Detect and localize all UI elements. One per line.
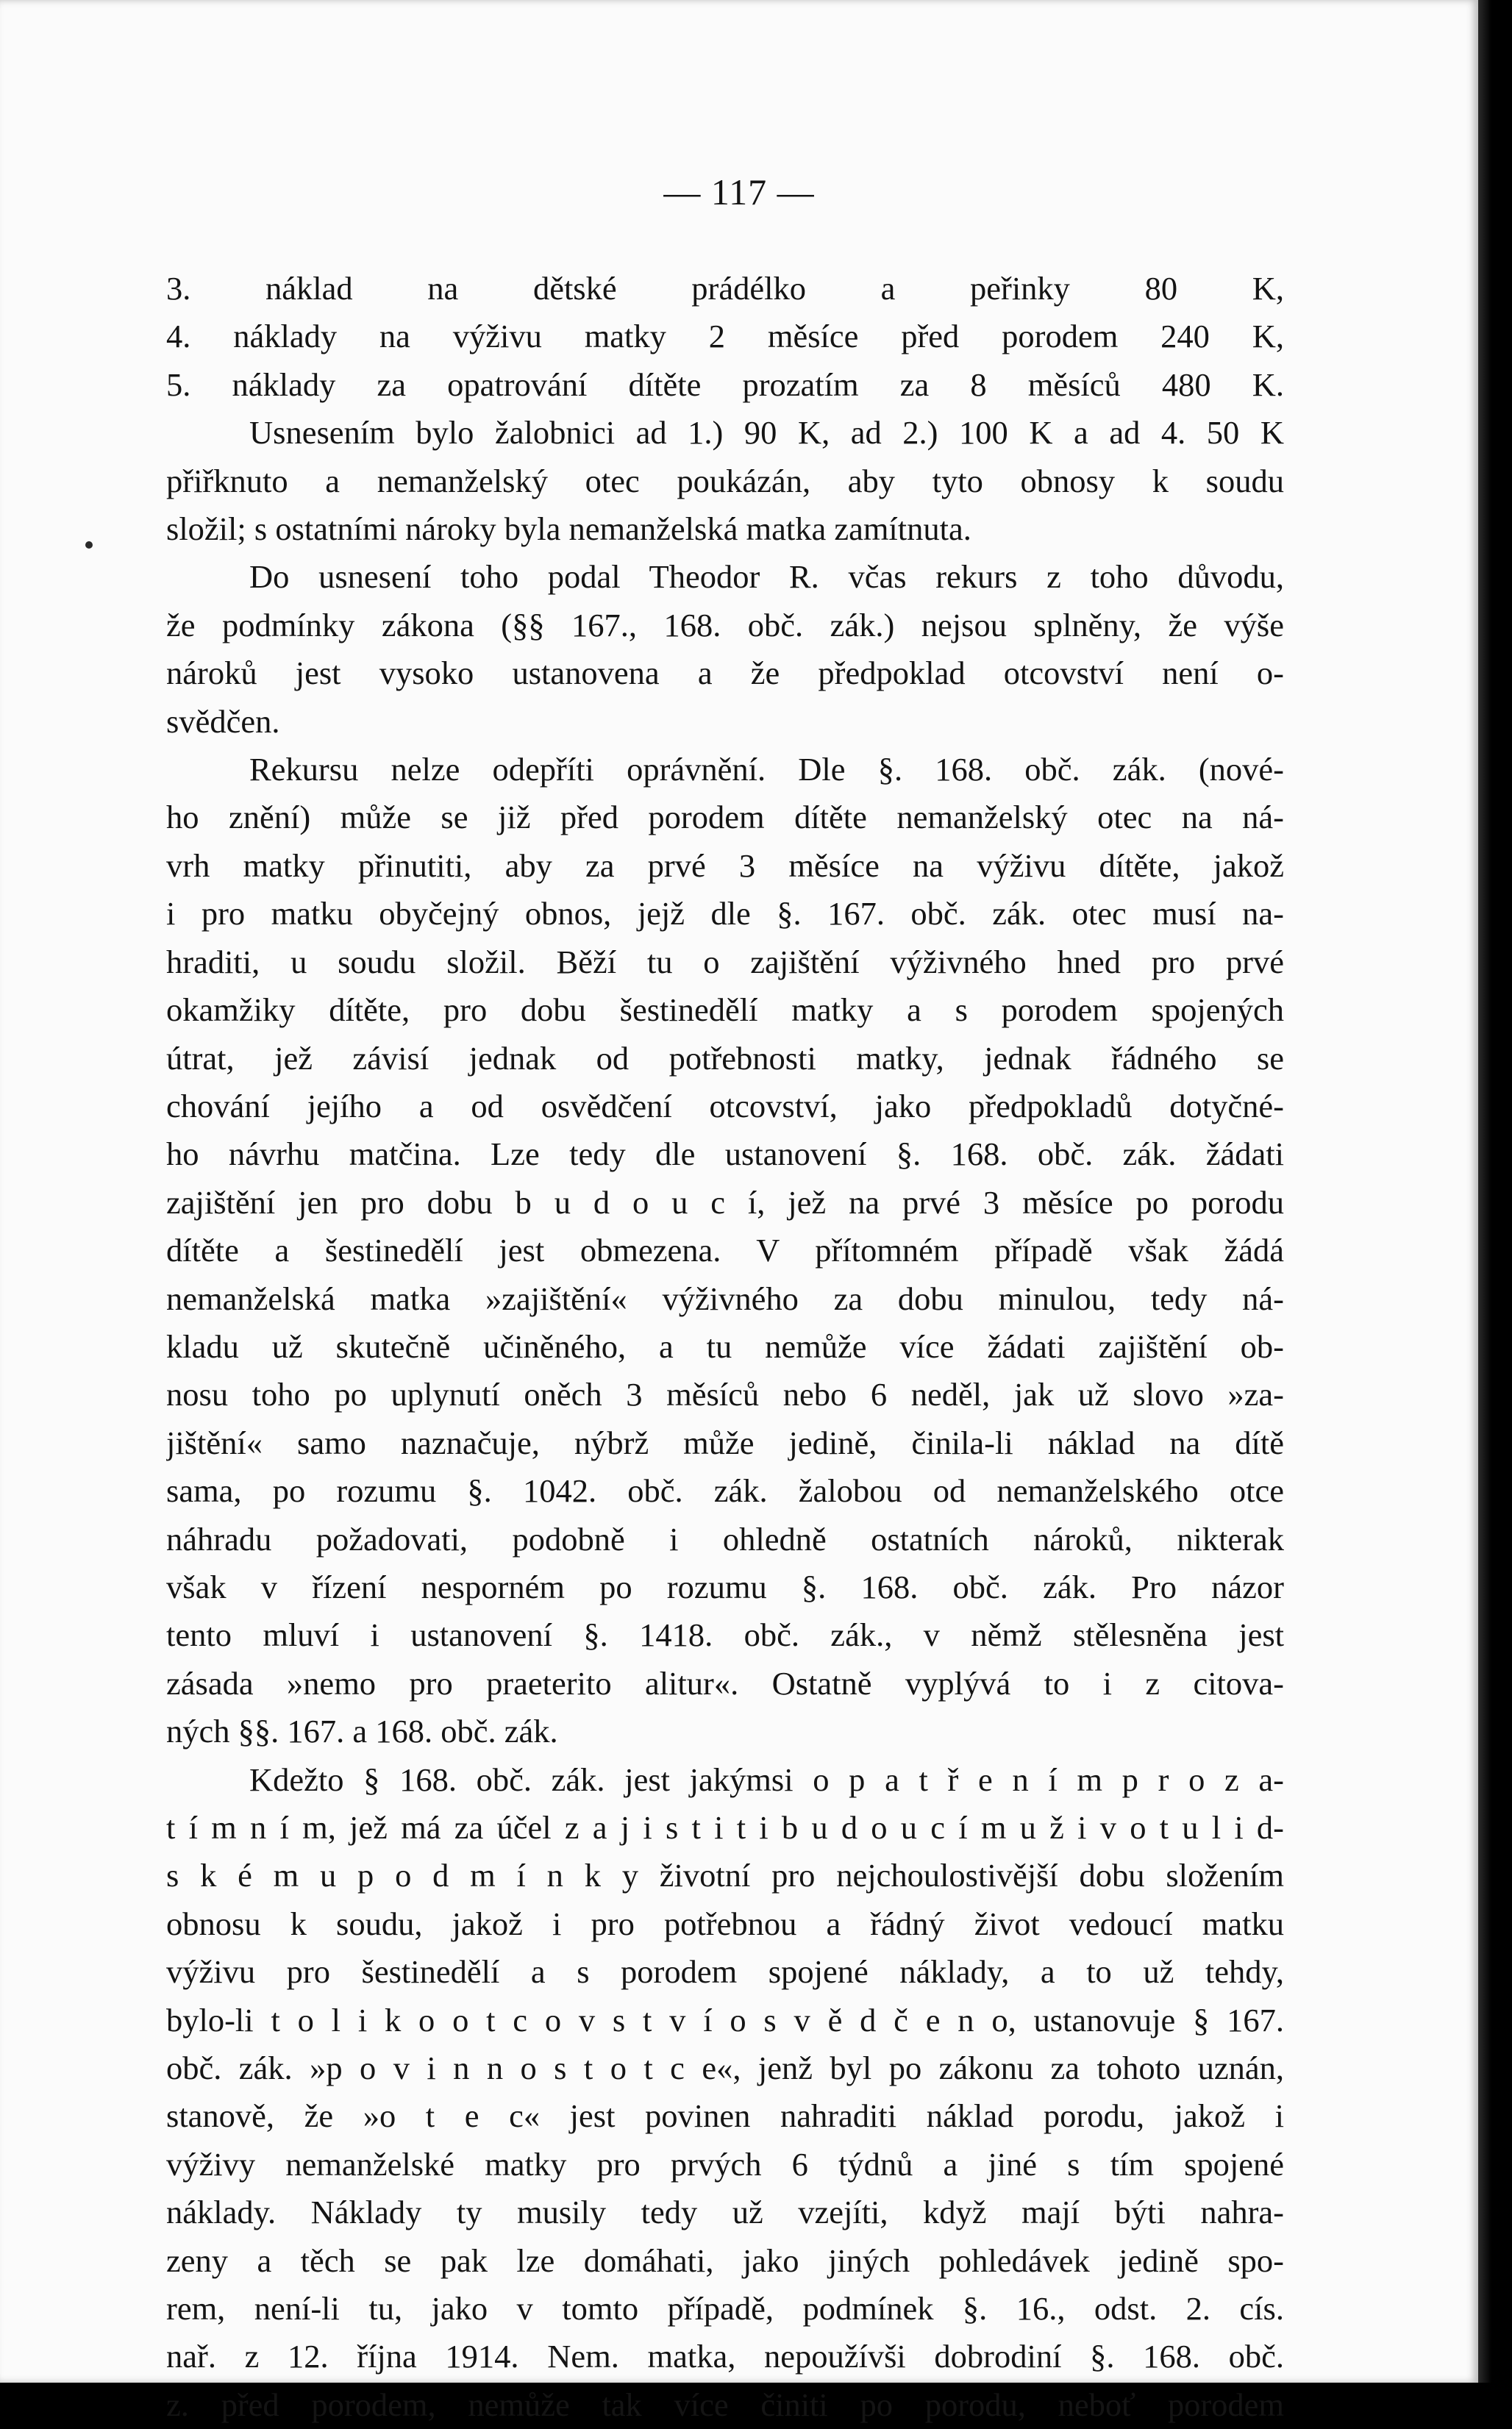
text-line: nosu toho po uplynutí oněch 3 měsíců nebo 6 neděl, jak už slovo »za- <box>166 1376 1284 1413</box>
text-line: zeny a těch se pak lze domáhati, jako jiných pohledávek jedině spo- <box>166 2241 1284 2279</box>
text-line: dítěte a šestinedělí jest obmezena. V přítomném případě však žádá <box>166 1232 1284 1269</box>
text-line: nař. z 12. října 1914. Nem. matka, nepoužívši dobrodiní §. 168. obč. <box>166 2338 1284 2375</box>
text-line: z. před porodem, nemůže tak více činiti po porodu, neboť porodem <box>166 2386 1284 2423</box>
text-line: i pro matku obyčejný obnos, jejž dle §. 167. obč. zák. otec musí na- <box>166 895 1284 932</box>
text-line: t í m n í m, jež má za účel z a j i s t i t i b u d o u c í m u ž i v o t u l i d- <box>166 1809 1284 1846</box>
text-line: však v řízení nesporném po rozumu §. 168. obč. zák. Pro názor <box>166 1568 1284 1605</box>
text-line: Kdežto § 168. obč. zák. jest jakýmsi o p a t ř e n í m p r o z a- <box>249 1761 1284 1798</box>
text-line: stanově, že »o t e c« jest povinen nahraditi náklad porodu, jakož i <box>166 2097 1284 2135</box>
text-line: kladu už skutečně učiněného, a tu nemůže více žádati zajištění ob- <box>166 1327 1284 1365</box>
text-line: 3. náklad na dětské prádélko a peřinky 80 K, <box>166 270 1284 307</box>
text-line: zajištění jen pro dobu b u d o u c í, jež na prvé 3 měsíce po porodu <box>166 1183 1284 1221</box>
text-line: že podmínky zákona (§§ 167., 168. obč. zák.) nejsou splněny, že výše <box>166 606 1284 643</box>
text-line: náhradu požadovati, podobně i ohledně ostatních nároků, nikterak <box>166 1520 1284 1558</box>
text-line: 4. náklady na výživu matky 2 měsíce před porodem 240 K, <box>166 318 1284 355</box>
margin-dot <box>85 541 93 549</box>
text-line: obnosu k soudu, jakož i pro potřebnou a řádný život vedoucí matku <box>166 1905 1284 1942</box>
text-line: ho znění) může se již před porodem dítěte nemanželský otec na ná- <box>166 799 1284 836</box>
text-line: výživu pro šestinedělí a s porodem spojené náklady, a to už tehdy, <box>166 1953 1284 1991</box>
text-line: útrat, jež závisí jednak od potřebnosti matky, jednak řádného se <box>166 1039 1284 1077</box>
text-line: tento mluví i ustanovení §. 1418. obč. zák., v němž stělesněna jest <box>166 1616 1284 1654</box>
text-line: ných §§. 167. a 168. obč. zák. <box>166 1713 558 1750</box>
text-line: hraditi, u soudu složil. Běží tu o zajištění výživného hned pro prvé <box>166 943 1284 980</box>
text-line: vrh matky přinutiti, aby za prvé 3 měsíce na výživu dítěte, jakož <box>166 846 1284 884</box>
text-line: nemanželská matka »zajištění« výživného za dobu minulou, tedy ná- <box>166 1280 1284 1317</box>
text-line: rem, není-li tu, jako v tomto případě, podmínek §. 16., odst. 2. cís. <box>166 2290 1284 2328</box>
text-line: ho návrhu matčina. Lze tedy dle ustanovení §. 168. obč. zák. žádati <box>166 1135 1284 1173</box>
text-line: svědčen. <box>166 702 280 740</box>
text-line: bylo-li t o l i k o o t c o v s t v í o s v ě d č e n o, ustanovuje § 167. <box>166 2001 1284 2039</box>
text-line: s k é m u p o d m í n k y životní pro nejchoulostivější dobu složením <box>166 1857 1284 1894</box>
text-line: zásada »nemo pro praeterito alitur«. Ostatně vyplývá to i z citova- <box>166 1664 1284 1702</box>
text-line: sama, po rozumu §. 1042. obč. zák. žalobou od nemanželského otce <box>166 1472 1284 1510</box>
text-line: nároků jest vysoko ustanovena a že předpoklad otcovství není o- <box>166 654 1284 692</box>
text-line: Do usnesení toho podal Theodor R. včas rekurs z toho důvodu, <box>249 558 1284 596</box>
text-line: složil; s ostatními nároky byla nemanželská matka zamítnuta. <box>166 510 971 548</box>
text-line: chování jejího a od osvědčení otcovství, jako předpokladů dotyčné- <box>166 1087 1284 1124</box>
text-line: 5. náklady za opatrování dítěte prozatím za 8 měsíců 480 K. <box>166 365 1284 403</box>
text-line: jištění« samo naznačuje, nýbrž může jedině, činila-li náklad na dítě <box>166 1424 1284 1461</box>
scan-border <box>1478 0 1512 2383</box>
text-line: Usnesením bylo žalobnici ad 1.) 90 K, ad 2.) 100 K a ad 4. 50 K <box>249 414 1284 452</box>
text-line: náklady. Náklady ty musily tedy už vzejíti, když mají býti nahra- <box>166 2194 1284 2231</box>
text-line: přiřknuto a nemanželský otec poukázán, aby tyto obnosy k soudu <box>166 462 1284 499</box>
text-line: Rekursu nelze odepříti oprávnění. Dle §. 168. obč. zák. (nové- <box>249 751 1284 788</box>
body-text <box>166 265 1284 2429</box>
text-line: obč. zák. »p o v i n n o s t o t c e«, jenž byl po zákonu za tohoto uznán, <box>166 2050 1284 2087</box>
page-number: — 117 — <box>663 171 815 213</box>
text-line: výživy nemanželské matky pro prvých 6 týdnů a jiné s tím spojené <box>166 2145 1284 2183</box>
text-line: okamžiky dítěte, pro dobu šestinedělí matky a s porodem spojených <box>166 991 1284 1029</box>
